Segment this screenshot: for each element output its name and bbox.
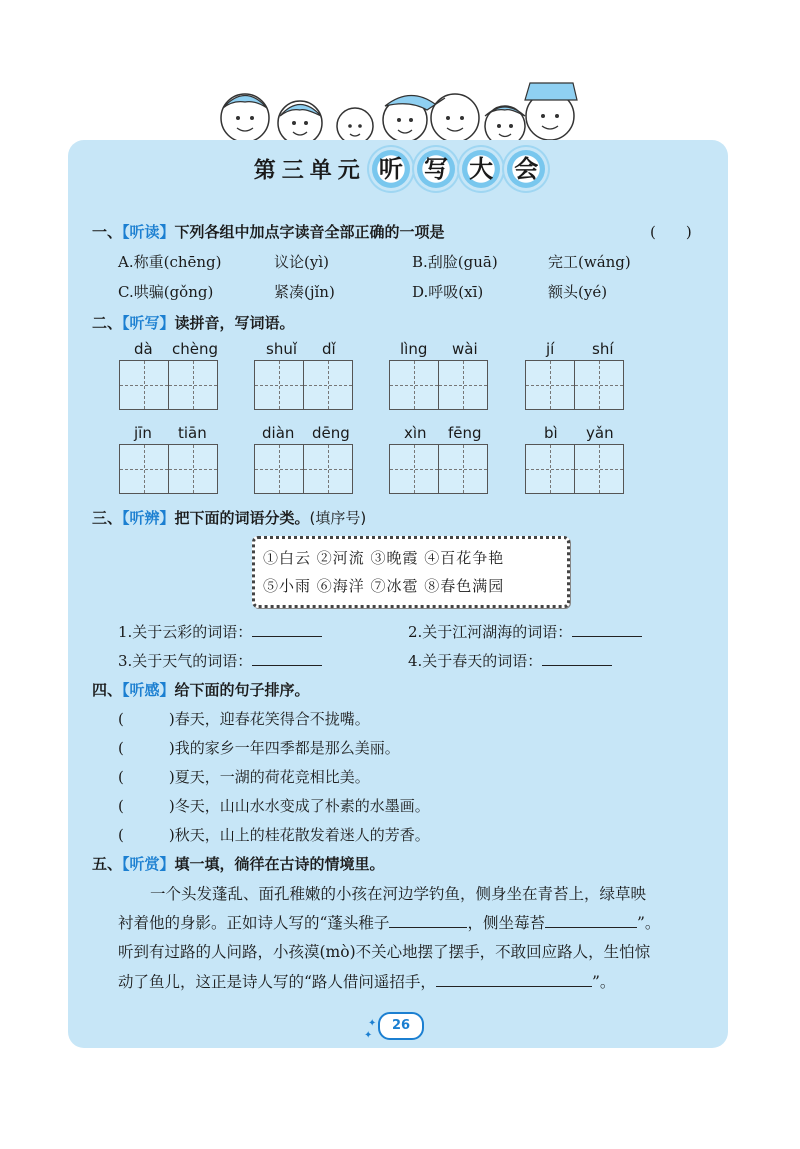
q4-sentence-4[interactable]: ( )冬天，山山水水变成了朴素的水墨画。 [118,797,430,815]
q3-item-1-label: 1.关于云彩的词语： [118,623,253,641]
pinyin-8a: bì [544,424,558,442]
star-icon: ✦ [368,1018,377,1029]
poem-blank-1[interactable] [389,911,467,928]
q5-line-2a: 衬着他的身影。正如诗人写的“蓬头稚子 [118,914,390,932]
q5-tag: 【听赏】 [122,855,175,873]
q1-number: 一、 [92,223,123,241]
q1-option-d2: 额头(yé) [548,283,608,301]
writing-boxes-8[interactable] [525,444,624,494]
q5-line-4a: 动了鱼儿，这正是诗人写的“路人借问遥招手， [118,973,436,991]
pinyin-5a: jīn [134,424,152,442]
q3-item-3-label: 3.关于天气的词语： [118,652,253,670]
q4-text: 给下面的句子排序。 [174,681,310,699]
q5-line-2c: ”。 [636,914,661,932]
writing-cell[interactable] [575,360,624,410]
title-char-3: 大 [462,150,500,188]
answer-blank[interactable] [542,649,612,666]
title-char-2: 写 [417,150,455,188]
star-icon: ✦ [364,1030,373,1041]
poem-blank-2[interactable] [545,911,637,928]
pinyin-6b: dēng [312,424,350,442]
q3-item-1 [118,620,322,642]
q2-tag: 【听写】 [122,314,175,332]
q1-option-c2: 紧凑(jǐn) [274,283,335,301]
q5-line-3: 听到有过路的人问路，小孩漠(mò)不关心地摆了摆手，不敢回应路人，生怕惊 [118,943,651,961]
answer-blank[interactable] [572,620,642,637]
answer-blank[interactable] [252,649,322,666]
writing-cell[interactable] [169,444,218,494]
q1-option-b[interactable]: B.刮脸(guā) [412,253,498,271]
writing-cell[interactable] [439,444,488,494]
q1-tag: 【听读】 [122,223,175,241]
q5-line-4b: ”。 [591,973,616,991]
page-title [0,150,800,188]
q4-sentence-3[interactable]: ( )夏天，一湖的荷花竞相比美。 [118,768,370,786]
q1-text: 下列各组中加点字读音全部正确的一项是 [174,223,445,241]
q4-heading [92,679,310,700]
writing-cell[interactable] [169,360,218,410]
q1-answer-paren[interactable]: ( ) [650,223,692,241]
title-char-4: 会 [507,150,545,188]
writing-boxes-1[interactable] [119,360,218,410]
q3-item-2-label: 2.关于江河湖海的词语： [408,623,573,641]
writing-cell[interactable] [119,360,169,410]
pinyin-6a: diàn [262,424,295,442]
q4-tag: 【听感】 [122,681,175,699]
pinyin-4b: shí [592,340,614,358]
pinyin-7b: fēng [448,424,482,442]
writing-boxes-6[interactable] [254,444,353,494]
q3-text: 把下面的词语分类。 [174,509,310,527]
writing-boxes-5[interactable] [119,444,218,494]
writing-cell[interactable] [119,444,169,494]
writing-cell[interactable] [389,444,439,494]
poem-blank-3[interactable] [436,970,592,987]
word-bank-row-1: ①白云 ②河流 ③晚霞 ④百花争艳 [263,549,505,567]
q1-option-a[interactable]: A.称重(chēng) [118,253,222,271]
q1-option-a2: 议论(yì) [274,253,329,271]
answer-blank[interactable] [252,620,322,637]
q2-text: 读拼音，写词语。 [174,314,295,332]
pinyin-4a: jí [546,340,555,358]
pinyin-3b: wài [452,340,478,358]
q5-number: 五、 [92,855,123,873]
q3-item-2 [408,620,642,642]
q2-number: 二、 [92,314,123,332]
pinyin-2b: dǐ [322,340,336,358]
q5-line-2b: ，侧坐莓苔 [467,914,545,932]
writing-cell[interactable] [304,360,353,410]
pinyin-7a: xìn [404,424,427,442]
q1-option-d[interactable]: D.呼吸(xī) [412,283,484,301]
page-number: 26 [378,1012,424,1040]
q4-sentence-1[interactable]: ( )春天，迎春花笑得合不拢嘴。 [118,710,370,728]
pinyin-1a: dà [134,340,153,358]
q4-sentence-2[interactable]: ( )我的家乡一年四季都是那么美丽。 [118,739,400,757]
q2-heading [92,312,295,333]
q5-heading [92,853,385,874]
writing-cell[interactable] [254,360,304,410]
q3-hint: (填序号) [309,509,367,527]
q5-line-4 [118,970,615,992]
q3-number: 三、 [92,509,123,527]
pinyin-8b: yǎn [586,424,614,442]
writing-cell[interactable] [439,360,488,410]
pinyin-1b: chèng [172,340,219,358]
writing-boxes-2[interactable] [254,360,353,410]
q5-line-2 [118,911,660,933]
q1-heading [92,221,445,242]
q4-sentence-5[interactable]: ( )秋天，山上的桂花散发着迷人的芳香。 [118,826,430,844]
writing-cell[interactable] [525,444,575,494]
q3-item-3 [118,649,322,671]
q1-option-b2: 完工(wáng) [548,253,631,271]
pinyin-2a: shuǐ [266,340,297,358]
writing-cell[interactable] [389,360,439,410]
writing-boxes-4[interactable] [525,360,624,410]
writing-cell[interactable] [304,444,353,494]
pinyin-3a: lìng [400,340,428,358]
q3-heading [92,507,366,528]
q5-line-1: 一个头发蓬乱、面孔稚嫩的小孩在河边学钓鱼，侧身坐在青苔上，绿草映 [150,885,647,903]
q1-option-c[interactable]: C.哄骗(gǒng) [118,283,214,301]
title-prefix: 第三单元 [253,157,366,184]
q3-item-4-label: 4.关于春天的词语： [408,652,543,670]
q3-item-4 [408,649,612,671]
q3-tag: 【听辨】 [122,509,175,527]
writing-cell[interactable] [525,360,575,410]
writing-boxes-7[interactable] [389,444,488,494]
writing-cell[interactable] [575,444,624,494]
q5-text: 填一填，徜徉在古诗的情境里。 [174,855,385,873]
word-bank-box [252,536,570,608]
pinyin-5b: tiān [178,424,207,442]
word-bank-row-2: ⑤小雨 ⑥海洋 ⑦冰雹 ⑧春色满园 [263,577,505,595]
q4-number: 四、 [92,681,123,699]
writing-cell[interactable] [254,444,304,494]
writing-boxes-3[interactable] [389,360,488,410]
title-char-1: 听 [372,150,410,188]
